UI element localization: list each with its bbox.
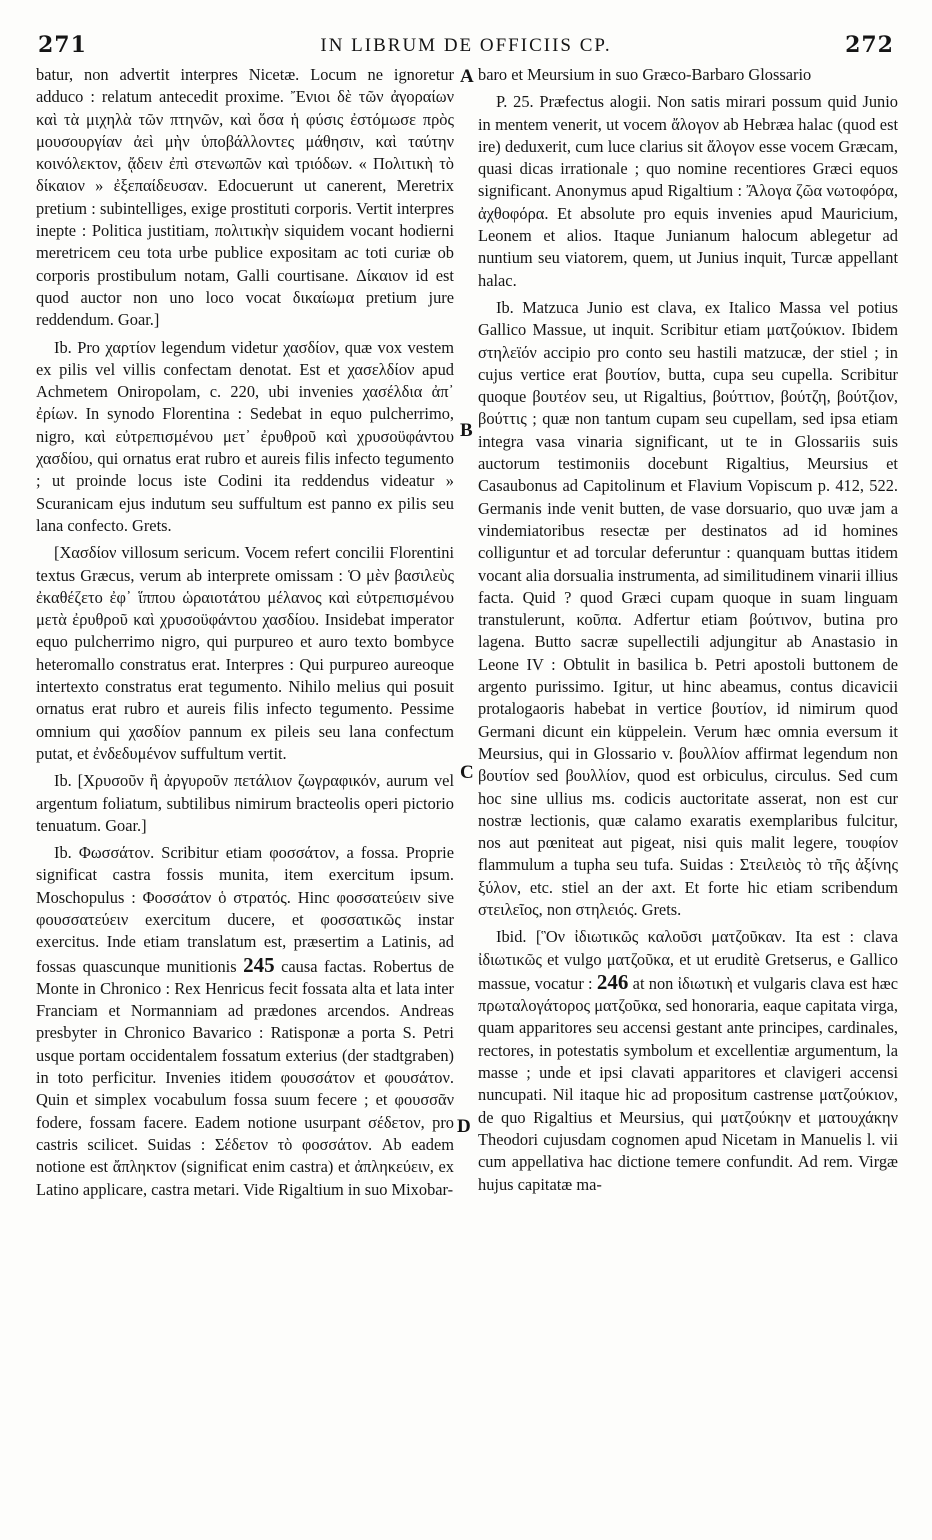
right-paragraph-4 xyxy=(478,926,898,1196)
margin-marker-d: D xyxy=(457,1116,471,1137)
left-paragraph-5-part-2: causa factas. Robertus de Monte in Chronico : Rex Henricus fecit fossata alta et lata inter Franciam et Normanniam ad prædones arcendos. Andreas presbyter in Chronico Bavarico : Ratisponæ a porta S. Petri usque portam occidentalem fossatum exterius (der stadtgraben) in toto perficitur. Invenies itidem φουσσάτον et φουσάτον. Quin et simplex vocabulum fossa suum fecere ; et φουσσᾶν fodere, fossam facere. Eadem notione usurpant σέδετον, pro castris scilicet. Suidas : Σέδετον τὸ φοσσάτον. Ab eadem notione est ἄπληκτον (significat enim castra) et ἀπληκεύειν, ex Latino applicare, castra metari. Vide Rigaltium in suo Mixobar- xyxy=(36,956,454,1199)
left-paragraph-1: batur, non advertit interpres Nicetæ. Locum ne ignoretur adduco : relatum antecedit proxime. Ἔνιοι δὲ τῶν ἀγοραίων καὶ τὰ μιχηλὰ τῶν πτηνῶν, καὶ ὅσα ἡ φύσις ἐστόμωσε πρὸς μουσουργίαν ἀεὶ μὴν ὑποβάλλοντες μάθησιν, καὶ ταύτην κοινόλεκτον, ᾄδειν ἐπὶ στενωπῶν καὶ τριόδων. « Πολιτικὴ τὸ δίκαιον » ἐξεπαίδευσαν. Edocuerunt ut canerent, Meretrix pretium : subintelliges, exige prostituti corporis. Vertit interpres inepte : Politica justitiam, πολιτικὴν siquidem vocant hodierni meretricem ceu tota urbe publice expositam ac toti curiæ ob corporis prostibulum notam, Galli courtisane. Δίκαιον id est quod auctor non uno loco vocat δικαίωμα pretium jure reddendum. Goar.] xyxy=(36,65,454,330)
left-paragraph-5-part-1: Ib. Φωσσάτον. Scribitur etiam φοσσάτον, a fossa. Proprie significat castra fossis munita, item exercitum ipsum. Moschopulus : Φοσσάτον ὁ στρατός. Hinc φοσσατεύειν sive φουσσατεύειν exercitum ducere, et φοσσατικῶς instar exercitus. Inde etiam translatum est, præsertim a Latinis, ad fossas quascunque munitionis xyxy=(36,843,454,976)
left-column xyxy=(36,64,454,1206)
page-header xyxy=(38,32,894,62)
margin-marker-c: C xyxy=(460,762,474,783)
section-number-245: 245 xyxy=(243,952,275,977)
page-number-right: 272 xyxy=(845,32,894,58)
right-paragraph-3: Ib. Matzuca Junio est clava, ex Italico Massa vel potius Gallico Massue, ut inquit. Scribitur etiam ματζούκιον. Ibidem στηλεϊόν accipio pro conto seu hastili matzucæ, der stiel ; in cujus vertice erat βουτίον, butta, cupa seu cupella. Scribitur quoque βουτέον seu, ut Rigaltius, βούττιον, βούτζη, βούτζιον, βούττις ; quæ non tantum cupam seu cupellam, sed ipsa etiam integra vasa vinaria significant, ut te in Glossariis suis auctorum testimoniis docebunt Rigaltius, Meursius et Casaubonus ad Capitolinum et Flavium Vopiscum p. 412, 522. Germanis inde venit butten, de vase dorsuario, quo uvæ jam a vindemiatoribus resectæ per destinatos ad id homines colliguntur et ad torcular deferuntur : quanquam buttas itidem vocant alia dorsualia instrumenta, ad similitudinem vinarii illius facta. Quid ? quod Græci cupam quoque in suam linguam transtulerunt, κοῦπα. Adfertur etiam βούτινον, butina pro lagena. Butto sacræ supellectili adjungitur ab Anastasio in Leone IV : Obtulit in basilica b. Petri apostoli buttonem de argento purissimo. Igitur, ut hinc abeamus, contus dicavicii protalogaoris habebat in vertice βουτίον, id nimirum quod Germani dicunt ein küppelein. Verum hæc omnia eversum it Meursius, qui in Glossario v. βουλλίον affirmat legendum non βουτίον sed βουλλίον, quod est orbiculus, circulus. Sed cum hoc sine ullius ms. codicis auctoritate asserat, non est cur nostræ lectionis, quæ calamo exaratis exemplaribus fulcitur, nos aut pœniteat aut pigeat, nisi quis malit legere, τουφίον flammulum a tupha seu tufa. Suidas : Στειλειὸς τὸ τῆς ἀξίνης ξύλον, etc. stiel an der axt. Et forte hic etiam scribendum στειλεῖος, non στηλειός. Grets. xyxy=(478,297,898,919)
running-title: IN LIBRUM DE OFFICIIS CP. xyxy=(320,35,612,56)
margin-marker-b: B xyxy=(460,420,473,441)
left-paragraph-4: Ib. [Χρυσοῦν ἢ ἀργυροῦν πετάλιον ζωγραφικόν, aurum vel argentum foliatum, subtilibus nimirum bracteolis operi pictorio tenuatum. Goar.] xyxy=(36,771,454,835)
page-number-left: 271 xyxy=(38,32,87,58)
left-paragraph-3: [Χασδίον villosum sericum. Vocem refert concilii Florentini textus Græcus, verum ab interprete omissam : Ὁ μὲν βασιλεὺς ἐκαθέζετο ἐφ᾽ ἵππου ὡραιοτάτου μέλανος καὶ εὐτρεπισμένου μετὰ ἐρυθροῦ καὶ χρυσοϋφάντου χασδίου. Insidebat imperator equo pulcherrimo nigro, qui purpureo et auro texto bombyce heteromallo constratus erat. Interpres : Qui purpureo aureoque intertexto constratus erat tegumento. Nihilo melius qui posuit ornatus erat rubro et aureis filis infecto tegumento. Pessime omnium qui χασδίον pannum ex pileis seu lana confectum putat, et ἐνδεδυμένον suffultum vertit. xyxy=(36,543,454,763)
right-paragraph-4-part-1: Ibid. [Ὃν ἰδιωτικῶς καλοῦσι ματζοῦκαν. Ita est : clava ἰδιωτικῶς et vulgo ματζοῦκα, et ut eruditè Gretserus, e Gallico massue, vocatur : xyxy=(478,927,898,993)
right-paragraph-2: P. 25. Præfectus alogii. Non satis mirari possum quid Junio in mentem venerit, ut vocem ἄλογον ab Hebræa halac (quod est ire) deduxerit, cum luce clarius sit ἄλογον esse vocem Græcam, quasi dicas irrationale ; quo nomine recentiores Græci equos significant. Anonymus apud Rigaltium : Ἄλογα ζῶα νωτοφόρα, ἀχθοφόρα. Et absolute pro equis invenies apud Mauricium, Leonem et alios. Itaque Junianum halocum ablegetur ad nuntium seu viatorem, quem, ut Junius inquit, Turcæ appellant halac. xyxy=(478,92,898,290)
left-paragraph-2: Ib. Pro χαρτίον legendum videtur χασδίον, quæ vox vestem ex pilis vel villis confectam denotat. Est et χασελδίον apud Achmetem Oniropolam, c. 220, ubi invenies χασέλδια ἀπ᾽ ἐρίων. In synodo Florentina : Sedebat in equo pulcherrimo, nigro, καὶ εὐτρεπισμένου μετ᾽ ἐρυθροῦ καὶ χρυσοϋφάντου χασδίου, qui ornatus erat rubro et aureis filis infecto tegumento ; ut proinde locus iste Codini ita reddendus videatur » Scuranicam ejus indutum seu suffultum est panno ex pilis seu lana confecto. Grets. xyxy=(36,337,454,535)
right-paragraph-4-part-2: at non ἰδιωτικὴ et vulgaris clava est hæc πρωταλογάτορος ματζοῦκα, sed honoraria, eaque capitata virga, quam apparitores seu accensi gestant ante principes, cardinales, rectores, in potestatis symbolum et excellentiæ argumentum, la masse ; unde et ipsi clavati apparitores et clavigeri accensi nuncupati. Nil itaque hic ad propositum castrense ματζούκιον, de quo Rigaltius et Meursius, qui ματζούκην et ματουχάκην Theodori cujusdam cognomen apud Nicetam in Manuelis l. vii cum appellativa hac dictione temere confundit. Ad rem. Virgæ hujus capitatæ ma- xyxy=(478,973,898,1194)
right-paragraph-1: baro et Meursium in suo Græco-Barbaro Glossario xyxy=(478,65,812,84)
left-paragraph-5 xyxy=(36,842,454,1201)
margin-marker-a: A xyxy=(460,66,474,87)
right-column xyxy=(478,64,898,1201)
section-number-246: 246 xyxy=(596,969,629,994)
